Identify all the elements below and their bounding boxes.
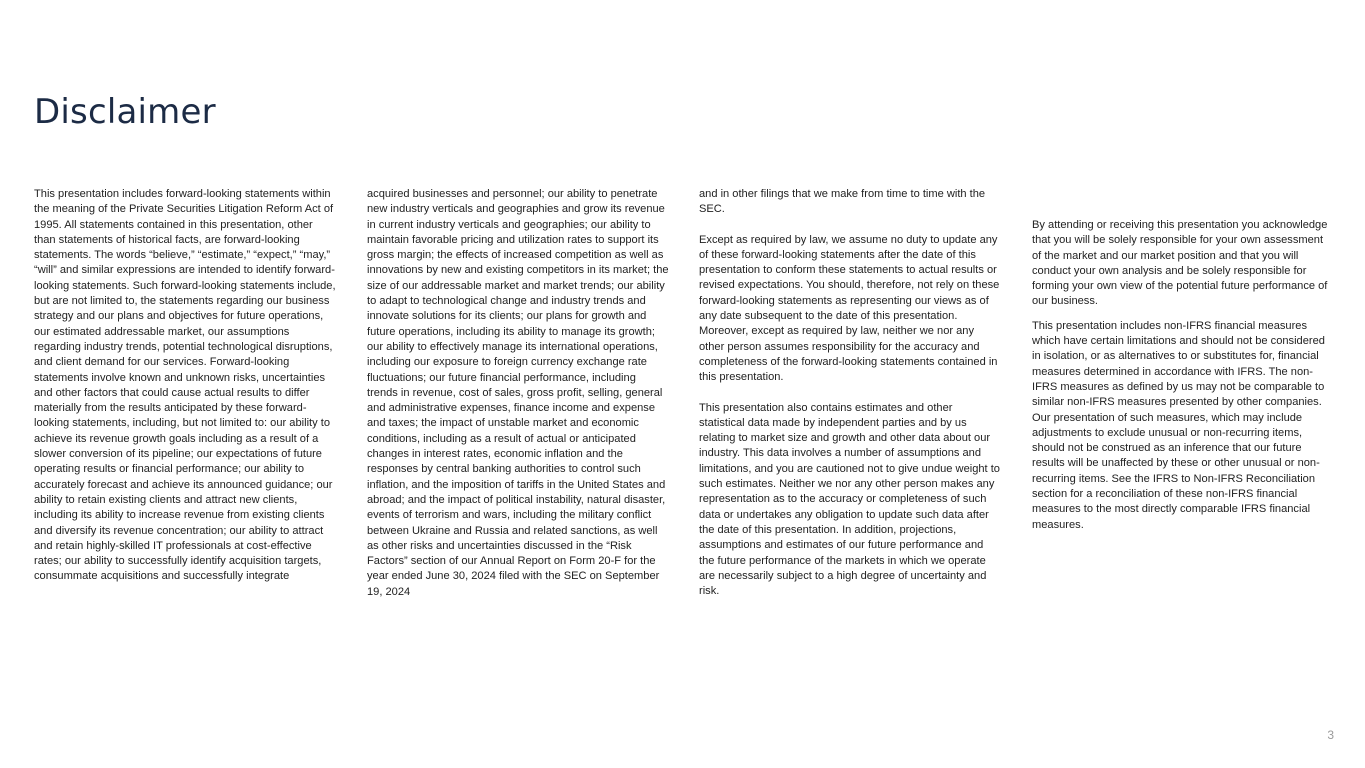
text-column-2 bbox=[367, 187, 669, 600]
slide-title: Disclaimer bbox=[34, 92, 216, 132]
no-duty-paragraph: Except as required by law, we assume no duty to update any of these forward-looking statements after the date of this presentation to conform these statements to actual results or revised expectations. You should, therefore, not rely on these forward-looking statements as representing our views as of any date subsequent to the date of this presentation. Moreover, except as required by law, neither we nor any other person assumes responsibility for the accuracy and completeness of the forward-looking statements contained in this presentation. bbox=[699, 233, 1000, 384]
acknowledgement-paragraph: By attending or receiving this presentation you acknowledge that you will be solely responsible for your own assessment of the market and our market position and that you will conduct your own analysis and be solely responsible for forming your own view of the potential future performance of our business. bbox=[1032, 219, 1328, 308]
non-ifrs-paragraph: This presentation includes non-IFRS financial measures which have certain limitations and should not be considered in isolation, or as alternatives to or substitutes for, financial measures determined in accordance with IFRS. The non-IFRS measures as defined by us may not be comparable to similar non-IFRS measures presented by other companies. Our presentation of such measures, which may include adjustments to exclude unusual or non-recurring items, should not be construed as an inference that our future results will be unaffected by these or other unusual or non-recurring items. See the IFRS to Non-IFRS Reconciliation section for a reconciliation of these non-IFRS financial measures to the most directly comparable IFRS financial measures. bbox=[1032, 319, 1325, 531]
page-number: 3 bbox=[1327, 728, 1334, 742]
text-column-3 bbox=[699, 187, 1001, 599]
estimates-paragraph: This presentation also contains estimates and other statistical data made by independent parties and by us relating to market size and growth and other data about our industry. This data involves a number of assumptions and limitations, and you are cautioned not to give undue weight to such estimates. Neither we nor any other person makes any representation as to the accuracy or completeness of such data or undertakes any obligation to update such data after the date of this presentation. In addition, projections, assumptions and estimates of our future performance and the future performance of the markets in which we operate are necessarily subject to a high degree of uncertainty and risk. bbox=[699, 401, 1000, 598]
sec-filings-paragraph: and in other filings that we make from time to time with the SEC. bbox=[699, 188, 986, 216]
forward-looking-paragraph: This presentation includes forward-looking statements within the meaning of the Private Securities Litigation Reform Act of 1995. All statements contained in this presentation, other than statements of historical facts, are forward-looking statements. The words “believe,” “estimate,” “expect,” “may,” “will” and similar expressions are intended to identify forward-looking statements. Such forward-looking statements include, but are not limited to, the statements regarding our business strategy and our plans and objectives for future operations, our estimated addressable market, our assumptions regarding industry trends, potential technological disruptions, and client demand for our services. Forward-looking statements involve known and unknown risks, uncertainties and other factors that could cause actual results to differ materially from the results anticipated by these forward-looking statements, including, but not limited to: our ability to achieve its revenue growth goals including as a result of a slower conversion of its pipeline; our expectations of future operating results or financial performance; our ability to accurately forecast and achieve its announced guidance; our ability to retain existing clients and attract new clients, including its ability to increase revenue from existing clients and diversify its revenue concentration; our ability to attract and retain highly-skilled IT professionals at cost-effective rates; our ability to successfully identify acquisition targets, consummate acquisitions and successfully integrate bbox=[34, 188, 336, 583]
risk-factors-paragraph: acquired businesses and personnel; our ability to penetrate new industry verticals and geographies and grow its revenue in current industry verticals and geographies; our ability to maintain favorable pricing and utilization rates to support its gross margin; the effects of increased competition as well as innovations by new and existing competitors in its market; the size of our addressable market and market trends; our ability to adapt to technological change and industry trends and innovate solutions for its clients; our plans for growth and future operations, including its ability to manage its growth; our ability to effectively manage its international operations, including our exposure to foreign currency exchange rate fluctuations; our future financial performance, including trends in revenue, cost of sales, gross profit, selling, general and administrative expenses, finance income and expense and taxes; the impact of unstable market and economic conditions, including as a result of actual or anticipated changes in interest rates, economic inflation and the responses by central banking authorities to control such inflation, and the imposition of tariffs in the United States and abroad; and the impact of political instability, natural disaster, events of terrorism and wars, including the military conflict between Ukraine and Russia and related sanctions, as well as other risks and uncertainties discussed in the “Risk Factors” section of our Annual Report on Form 20-F for the year ended June 30, 2024 filed with the SEC on September 19, 2024 bbox=[367, 188, 669, 598]
text-column-1 bbox=[34, 187, 336, 585]
text-column-4 bbox=[1032, 218, 1334, 533]
